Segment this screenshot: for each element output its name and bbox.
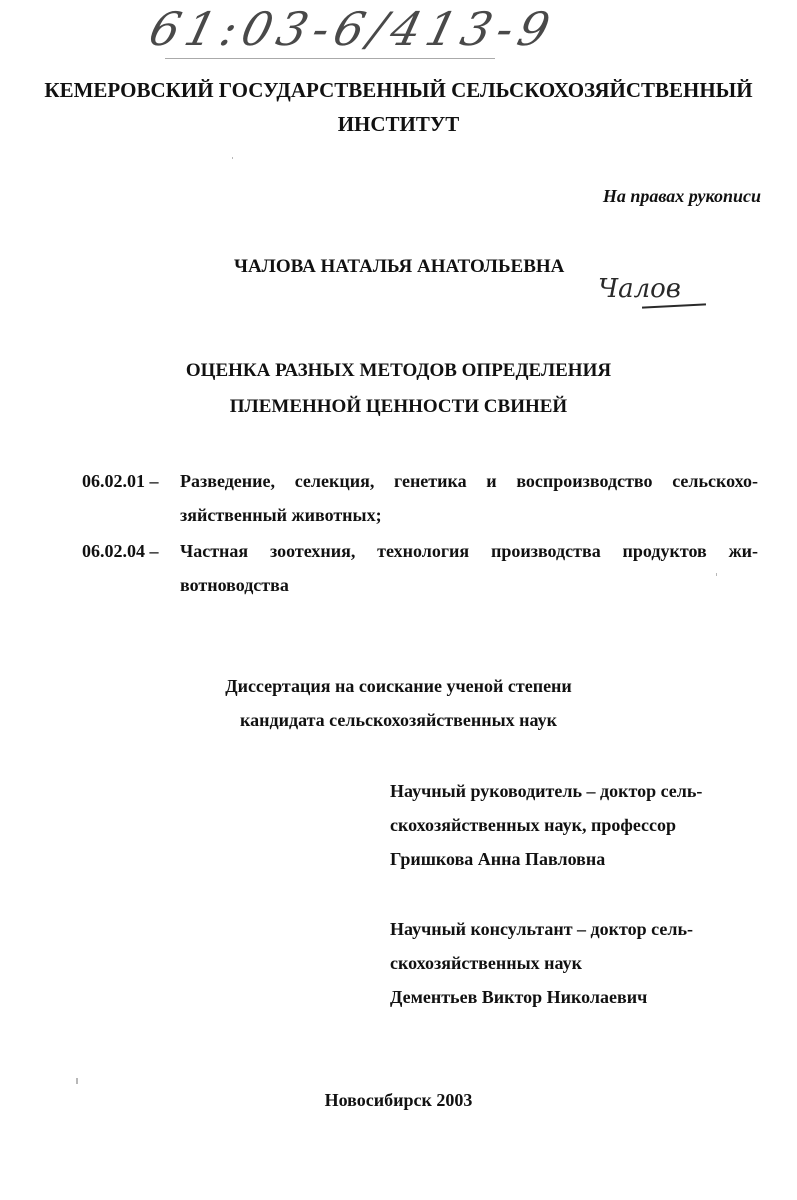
specialty-text-line-1: Частная зоотехния, технология производства продуктов жи- [180, 541, 758, 561]
scan-speck [76, 1078, 78, 1084]
institution-line-1: КЕМЕРОВСКИЙ ГОСУДАРСТВЕННЫЙ СЕЛЬСКОХОЗЯЙСТВЕННЫЙ [44, 78, 753, 102]
archive-mark: 61:03-6/413-9 [144, 2, 561, 56]
consultant-name: Дементьев Виктор Николаевич [390, 987, 648, 1007]
thesis-title-line-2: ПЛЕМЕННОЙ ЦЕННОСТИ СВИНЕЙ [229, 396, 568, 417]
specialty-code: 06.02.01 – [82, 471, 159, 491]
scan-speck [716, 573, 717, 576]
scan-speck [232, 157, 233, 159]
supervisor-line-2: скохозяйственных наук, профессор [390, 815, 677, 835]
specialty-text-line-1: Разведение, селекция, генетика и воспроизводство сельскохо- [180, 471, 758, 491]
consultant-line-2: скохозяйственных наук [390, 953, 582, 973]
specialty-item-1 [82, 464, 758, 532]
consultant-line-1: Научный консультант – доктор сель- [390, 919, 693, 939]
author-signature: Чалов [598, 274, 681, 304]
specialty-code: 06.02.04 – [82, 541, 159, 561]
institution-line-2: ИНСТИТУТ [337, 112, 460, 136]
supervisor-block [390, 774, 770, 876]
rights-note: На правах рукописи [602, 186, 761, 206]
signature-stroke [642, 303, 706, 308]
consultant-block [390, 912, 770, 1014]
supervisor-name: Гришкова Анна Павловна [390, 849, 606, 869]
city-year: Новосибирск 2003 [324, 1090, 473, 1110]
author-name: ЧАЛОВА НАТАЛЬЯ АНАТОЛЬЕВНА [234, 256, 565, 277]
specialty-item-2 [82, 534, 758, 602]
supervisor-line-1: Научный руководитель – доктор сель- [390, 781, 703, 801]
specialty-text-line-2: вотноводства [180, 575, 289, 595]
archive-mark-underline [165, 58, 495, 59]
dissertation-line-1: Диссертация на соискание ученой степени [225, 676, 572, 696]
specialty-text-line-2: зяйственный животных; [180, 505, 382, 525]
dissertation-line-2: кандидата сельскохозяйственных наук [240, 710, 557, 730]
thesis-title-line-1: ОЦЕНКА РАЗНЫХ МЕТОДОВ ОПРЕДЕЛЕНИЯ [185, 360, 612, 381]
